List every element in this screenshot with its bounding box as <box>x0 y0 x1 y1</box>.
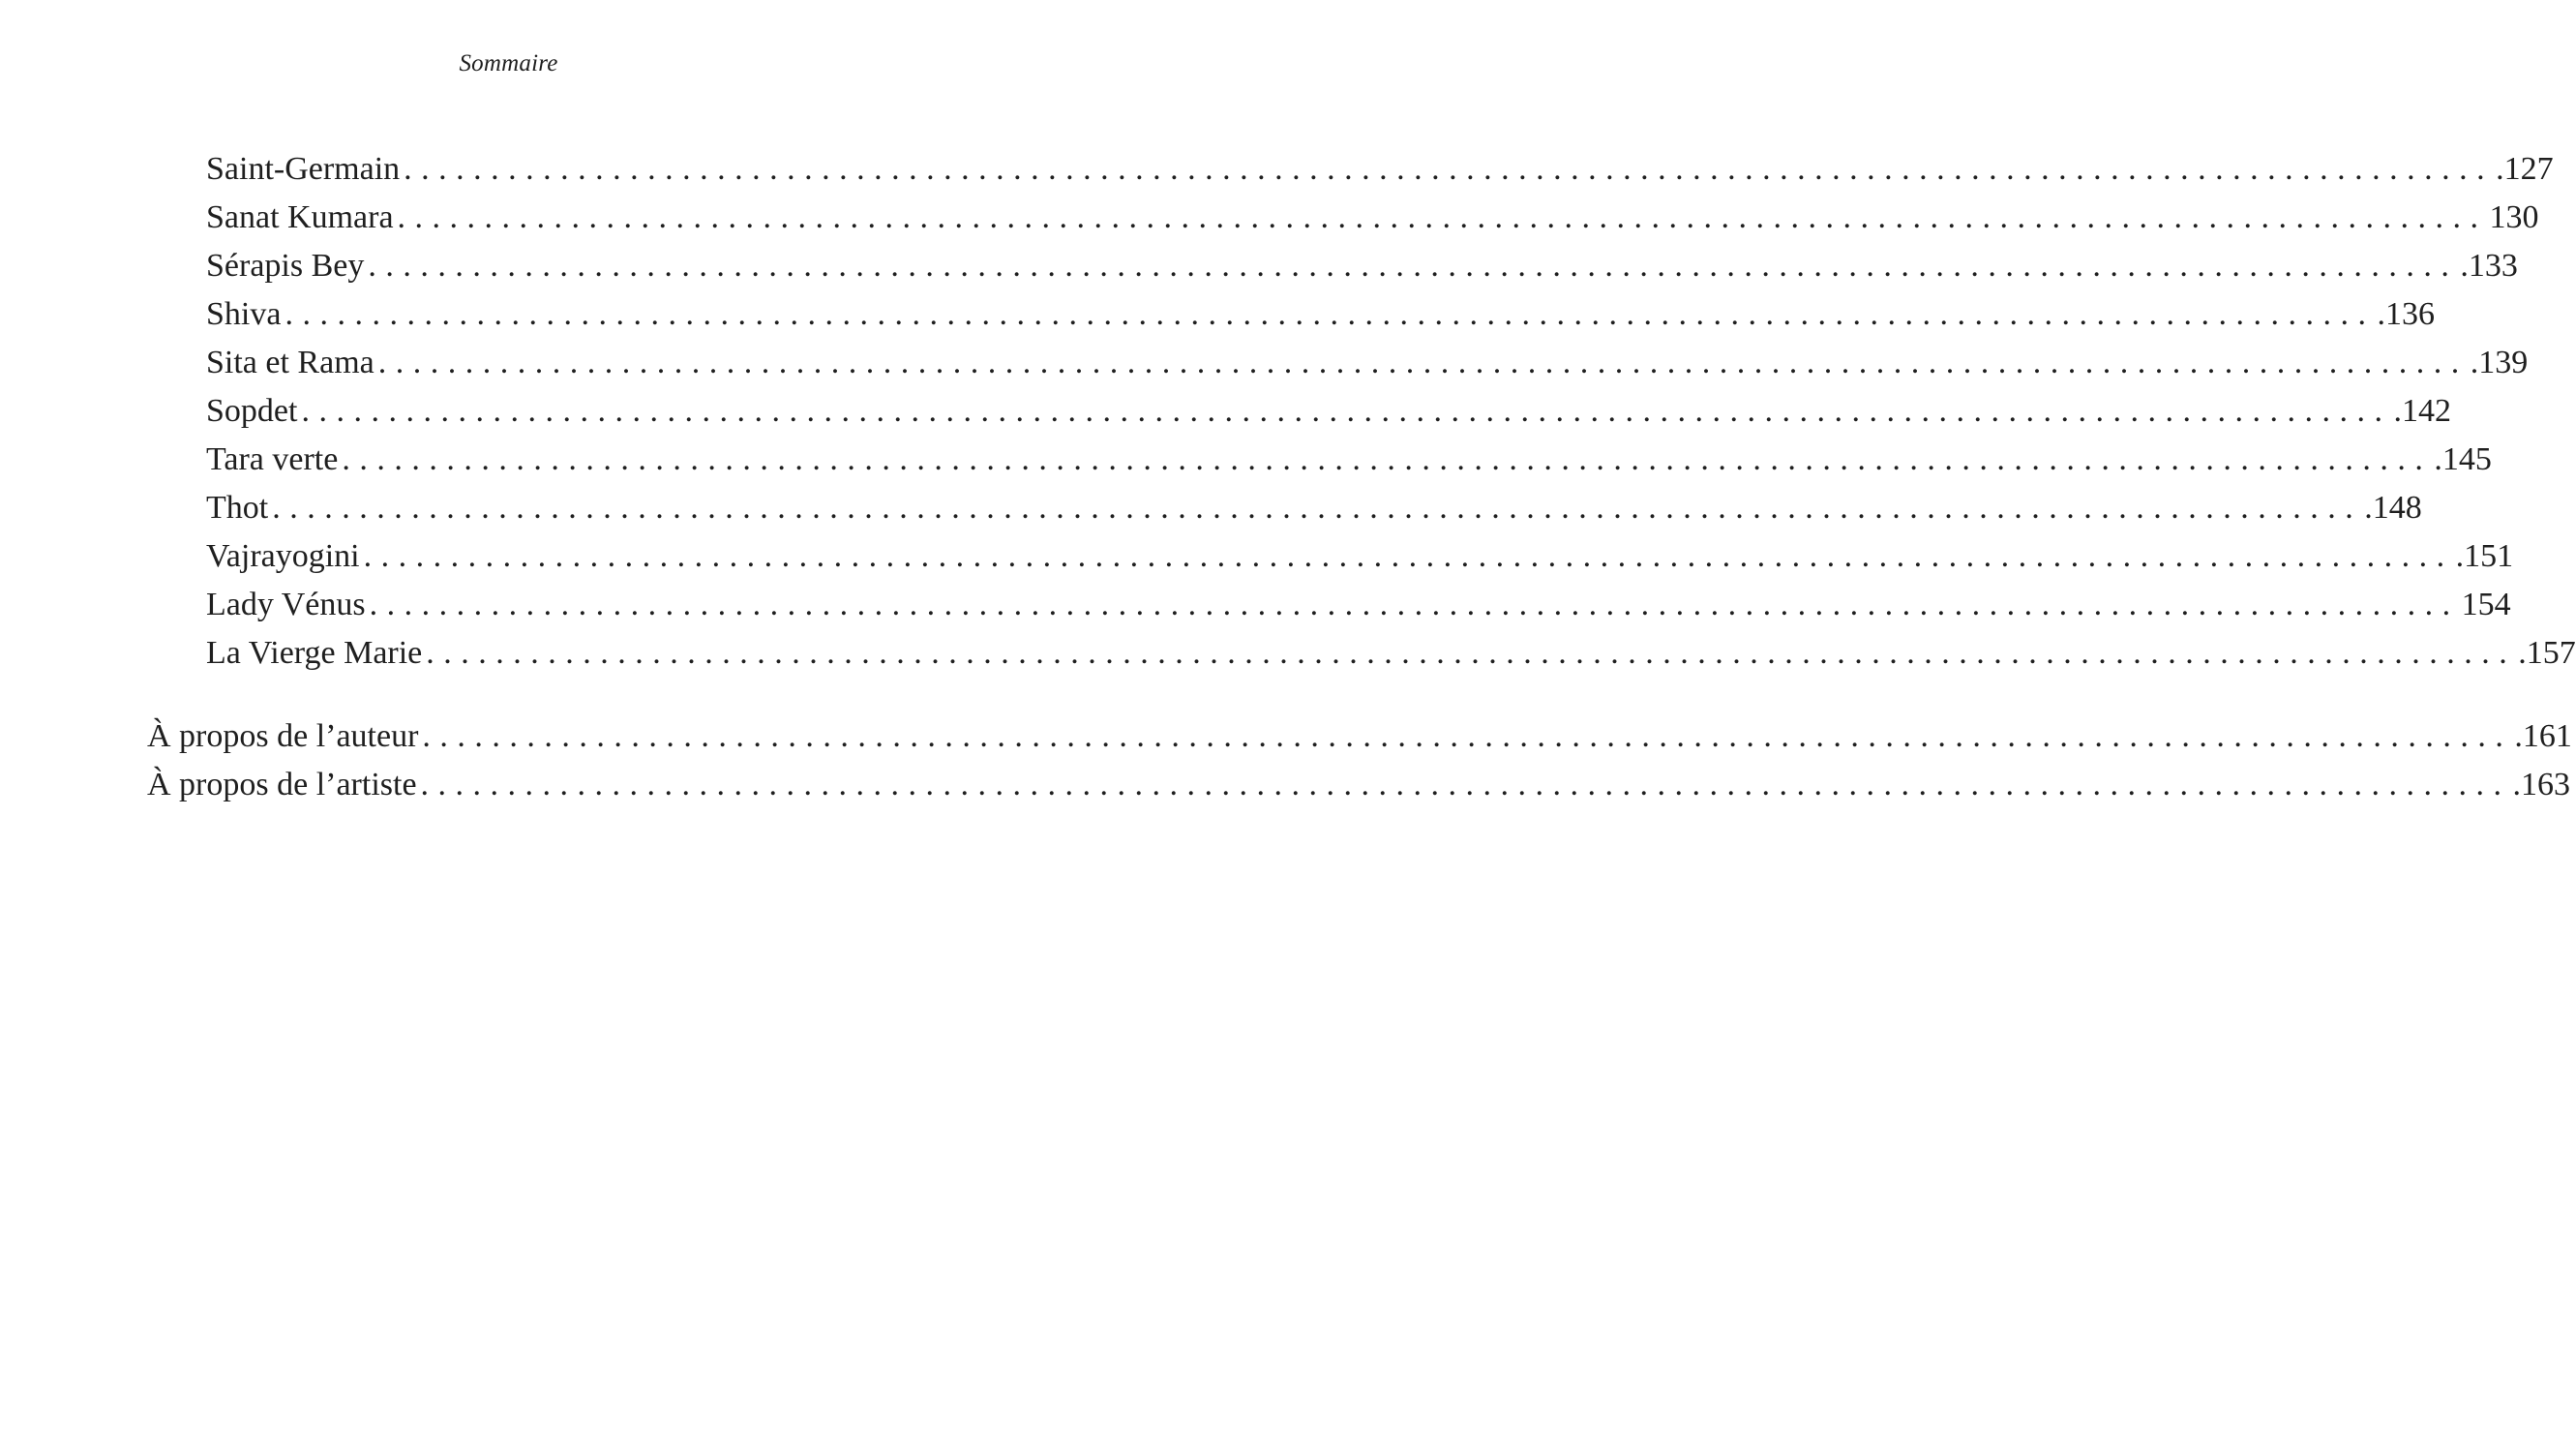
toc-page-number: .151 <box>2455 538 2514 574</box>
toc-page-number: .136 <box>2377 296 2435 332</box>
toc-entry-title: La Vierge Marie <box>206 635 423 671</box>
dot-leader: ........................................................................................................................ <box>426 635 2517 671</box>
dot-leader: ........................................................................................................................ <box>397 199 2488 235</box>
toc-entry-title: Sérapis Bey <box>206 248 365 284</box>
toc-entry-title: Shiva <box>206 296 282 332</box>
toc-page-number: .133 <box>2460 248 2518 284</box>
toc-entry-title: Tara verte <box>206 441 339 477</box>
toc-entry[interactable] <box>206 290 2435 339</box>
toc-entry-title: Vajrayogini <box>206 538 360 574</box>
toc-page-number: 130 <box>2489 199 2539 235</box>
toc-entry-back-matter[interactable] <box>147 712 2572 761</box>
toc-entry[interactable] <box>206 532 2514 581</box>
dot-leader: ........................................................................................................................ <box>363 538 2454 574</box>
toc-page-number: .163 <box>2512 767 2571 802</box>
dot-leader: ........................................................................................................................ <box>301 393 2392 429</box>
toc-entry[interactable] <box>206 145 2554 194</box>
toc-entry[interactable] <box>206 194 2539 242</box>
dot-leader: ........................................................................................................................ <box>342 441 2433 477</box>
toc-page-number: .127 <box>2496 151 2554 187</box>
toc-entry-title: Sita et Rama <box>206 345 374 380</box>
dot-leader: ........................................................................................................................ <box>377 345 2469 380</box>
toc-entry[interactable] <box>206 629 2576 678</box>
dot-leader: ........................................................................................................................ <box>404 151 2495 187</box>
toc-page-number: 154 <box>2461 587 2511 622</box>
dot-leader: ........................................................................................................................ <box>422 718 2513 754</box>
toc-entry-title: Lady Vénus <box>206 587 366 622</box>
dot-leader: ........................................................................................................................ <box>285 296 2376 332</box>
toc-page-number: .145 <box>2434 441 2492 477</box>
dot-leader: ........................................................................................................................ <box>369 587 2460 622</box>
toc-entry[interactable] <box>206 242 2518 290</box>
dot-leader: ........................................................................................................................ <box>272 490 2363 526</box>
dot-leader: ........................................................................................................................ <box>420 767 2511 802</box>
running-header: Sommaire <box>459 50 558 76</box>
toc-entry[interactable] <box>206 436 2492 484</box>
toc-entry-title: Sanat Kumara <box>206 199 394 235</box>
toc-page-number: .142 <box>2393 393 2451 429</box>
toc-entry-title: Thot <box>206 490 269 526</box>
toc-page-number: .157 <box>2518 635 2576 671</box>
dot-leader: ........................................................................................................................ <box>368 248 2459 284</box>
toc-entry[interactable] <box>206 339 2529 387</box>
toc-entry-title: Sopdet <box>206 393 298 429</box>
toc-entry[interactable] <box>206 484 2422 532</box>
toc-page-number: .148 <box>2364 490 2422 526</box>
toc-page-number: .139 <box>2470 345 2529 380</box>
toc-entry-title: Saint-Germain <box>206 151 401 187</box>
toc-entry-back-matter[interactable] <box>147 761 2571 809</box>
toc-entry[interactable] <box>206 387 2451 436</box>
toc-entry[interactable] <box>206 581 2511 629</box>
toc-entry-title: À propos de l’artiste <box>147 767 417 802</box>
toc-page-number: .161 <box>2514 718 2572 754</box>
toc-entry-title: À propos de l’auteur <box>147 718 419 754</box>
